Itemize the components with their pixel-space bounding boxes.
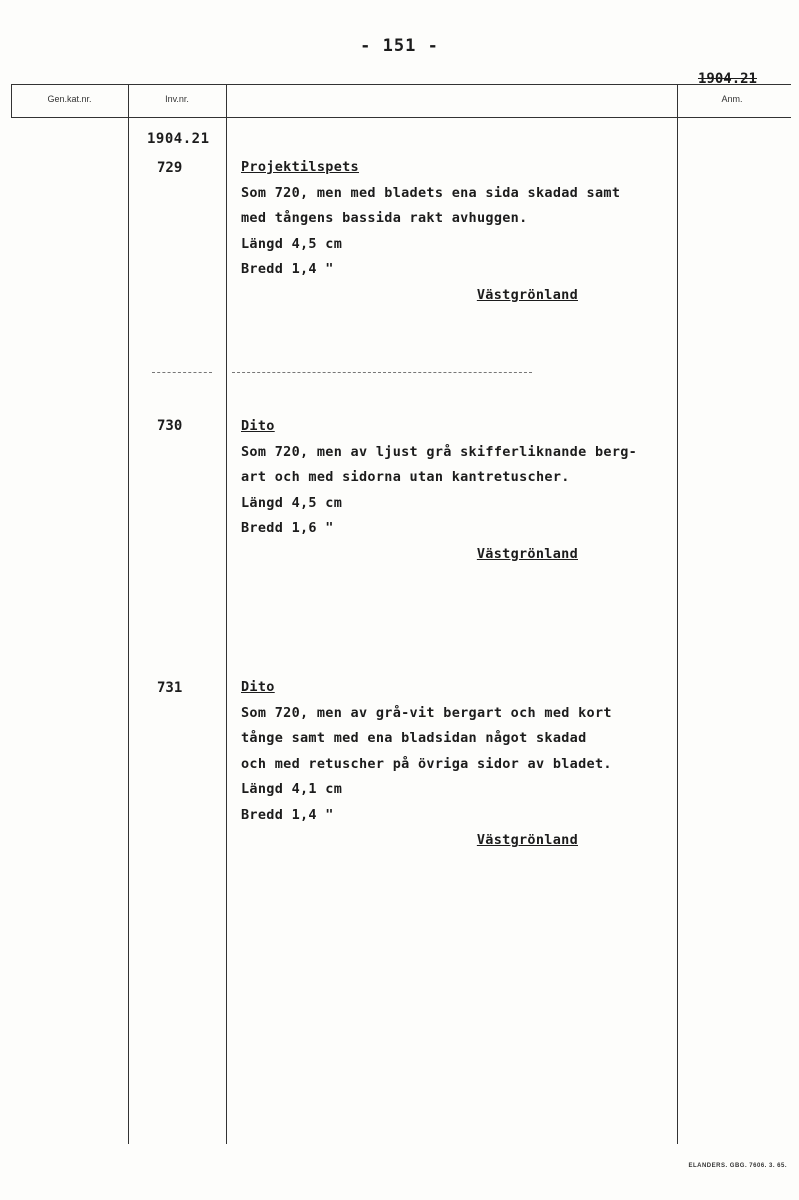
entry-title: Projektilspets	[241, 159, 359, 175]
header-reference: 1904.21	[697, 71, 757, 87]
collection-number: 1904.21	[147, 131, 210, 147]
entry-description-line: tånge samt med ena bladsidan något skadad	[241, 730, 587, 746]
entry-description-line: art och med sidorna utan kantretuscher.	[241, 469, 570, 485]
separator-line	[232, 372, 532, 373]
catalog-entry	[241, 414, 676, 567]
entry-description-line: Som 720, men med bladets ena sida skadad samt	[241, 184, 621, 201]
printer-mark: ELANDERS. GBG. 7606. 3. 65.	[688, 1163, 787, 1169]
entry-description-line: med tångens bassida rakt avhuggen.	[241, 210, 528, 226]
entry-description-line: och med retuscher på övriga sidor av bladet.	[241, 755, 612, 772]
page-number: - 151 -	[360, 36, 439, 56]
entry-description-line: Som 720, men av ljust grå skifferliknande berg-	[241, 443, 638, 460]
entry-description-line: Som 720, men av grå-vit bergart och med kort	[241, 704, 612, 721]
catalog-entry	[241, 155, 676, 308]
inv-number-729: 729	[157, 160, 183, 176]
column-divider-1	[128, 84, 129, 1144]
entry-location: Västgrönland	[476, 545, 578, 562]
entry-width: Bredd 1,4 "	[241, 261, 334, 277]
entry-width: Bredd 1,6 "	[241, 520, 334, 536]
inv-number-730: 730	[157, 418, 183, 434]
column-divider-3	[677, 84, 678, 1144]
entry-location: Västgrönland	[476, 286, 578, 303]
entry-location: Västgrönland	[476, 832, 578, 848]
entry-length: Längd 4,5 cm	[241, 235, 343, 252]
separator-line	[152, 372, 212, 373]
column-divider-2	[226, 84, 227, 1144]
catalog-entry	[241, 675, 676, 854]
entry-length: Längd 4,5 cm	[241, 494, 343, 511]
entry-width: Bredd 1,4 "	[241, 806, 334, 823]
column-header-anm: Anm.	[721, 94, 743, 104]
column-header-inv-nr: Inv.nr.	[165, 94, 189, 104]
entry-title: Dito	[241, 679, 275, 695]
entry-title: Dito	[241, 418, 275, 434]
entry-length: Längd 4,1 cm	[241, 781, 343, 797]
inv-number-731: 731	[157, 680, 183, 696]
column-header-gen-kat-nr: Gen.kat.nr.	[47, 94, 92, 104]
